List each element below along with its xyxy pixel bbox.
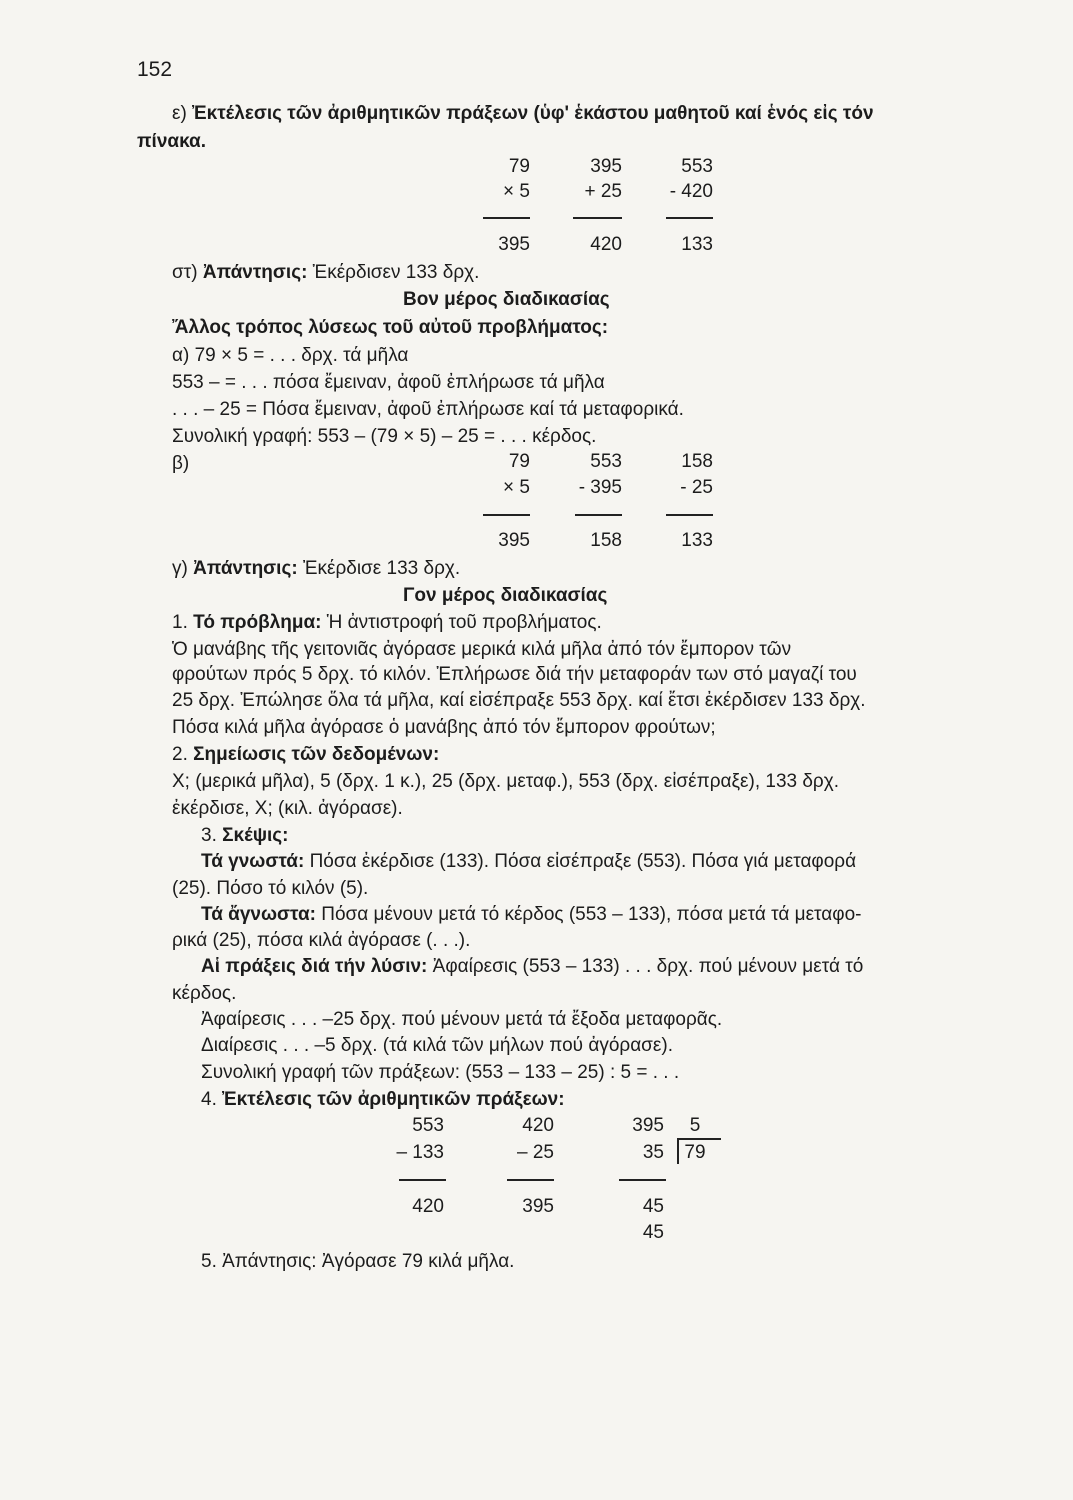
- ops2-r2-c1: × 5: [503, 477, 530, 498]
- section-g-text: Ἐκέρδισε 133 δρχ.: [297, 558, 461, 579]
- exec-result-3: 45: [642, 1196, 664, 1217]
- exec-r2-c3: 35: [642, 1142, 664, 1163]
- exec-rule-2: [507, 1179, 554, 1181]
- section-g-bold: Ἀπάντησις:: [193, 558, 298, 579]
- problem-num: 1.: [172, 612, 194, 633]
- problem-line-1: Ὁ μανάβης τῆς γειτονιᾶς ἀγόρασε μερικά κιλά μῆλα ἀπό τόν ἔμπορον τῶν: [172, 639, 792, 660]
- exec-rule-1: [399, 1179, 446, 1181]
- ops2-result-2: 158: [590, 530, 622, 551]
- problem-text: Ἡ ἀντιστροφή τοῦ προβλήματος.: [321, 612, 602, 633]
- ops-bold: Αἱ πράξεις διά τήν λύσιν:: [201, 956, 428, 977]
- section-e-label: ε): [172, 103, 193, 124]
- exec-r2-c1: – 133: [396, 1142, 444, 1163]
- ops2-r1-c3: 158: [681, 451, 713, 472]
- ops2-rule-2: [575, 514, 622, 516]
- ops2-rule-1: [483, 514, 530, 516]
- ops2-r2-c3: - 25: [680, 477, 713, 498]
- unknown-text: Πόσα μένουν μετά τό κέρδος (553 – 133), πόσα μετά τά μεταφο-: [315, 904, 862, 925]
- ops1-result-1: 395: [498, 234, 530, 255]
- exec-num: 4.: [201, 1089, 223, 1110]
- data-line-2: ἐκέρδισε, Χ; (κιλ. ἀγόρασε).: [172, 798, 403, 819]
- section-st-bold: Ἀπάντησις:: [202, 262, 308, 283]
- exec-result-1: 420: [412, 1196, 444, 1217]
- line-total: Συνολική γραφή τῶν πράξεων: (553 – 133 – 25) : 5 = . . .: [201, 1062, 680, 1083]
- known-cont: (25). Πόσο τό κιλόν (5).: [172, 878, 369, 899]
- thinking-heading: [201, 824, 289, 848]
- data-bold: Σημείωσις τῶν δεδομένων:: [193, 744, 440, 765]
- exec-bold: Ἐκτέλεσις τῶν ἀριθμητικῶν πράξεων:: [222, 1089, 565, 1110]
- line-subtraction: Ἀφαίρεσις . . . –25 δρχ. πού μένουν μετά τά ἔξοδα μεταφορᾶς.: [201, 1009, 723, 1030]
- ops2-r1-c1: 79: [508, 451, 530, 472]
- ops1-r2-c1: × 5: [503, 181, 530, 202]
- exec-rule-3: [619, 1179, 666, 1181]
- method-line-2: 553 – = . . . πόσα ἔμειναν, ἀφοῦ ἐπλήρωσε τά μῆλα: [172, 372, 605, 393]
- exec-r1-c2: 420: [522, 1115, 554, 1136]
- ops-text: Ἀφαίρεσις (553 – 133) . . . δρχ. πού μένουν μετά τό: [427, 956, 864, 977]
- section-e-heading: [172, 102, 874, 126]
- ops1-r1-c1: 79: [508, 156, 530, 177]
- ops2-r1-c2: 553: [590, 451, 622, 472]
- ops-line: [201, 955, 863, 979]
- section-st-answer: [172, 261, 479, 285]
- problem-bold: Τό πρόβλημα:: [193, 612, 322, 633]
- exec-result-2: 395: [522, 1196, 554, 1217]
- section-g-answer: [172, 557, 460, 581]
- ops-cont: κέρδος.: [172, 983, 237, 1004]
- section-st-text: Ἐκέρδισεν 133 δρχ.: [307, 262, 480, 283]
- exec-heading: [201, 1088, 565, 1112]
- data-heading: [172, 743, 439, 767]
- ops2-rule-3: [666, 514, 713, 516]
- known-bold: Τά γνωστά:: [201, 851, 305, 872]
- ops1-result-2: 420: [590, 234, 622, 255]
- known-line: [201, 850, 856, 874]
- section-st-label: στ): [172, 262, 203, 283]
- unknown-bold: Τά ἄγνωστα:: [201, 904, 316, 925]
- section-e-title: Ἐκτέλεσις τῶν ἀριθμητικῶν πράξεων (ὑφ' ἑκάστου μαθητοῦ καί ἑνός εἰς τόν: [192, 103, 874, 124]
- other-method-heading: Ἄλλος τρόπος λύσεως τοῦ αὐτοῦ προβλήματος:: [172, 317, 609, 338]
- exec-extra: 45: [642, 1222, 664, 1243]
- part-c-heading: Γον μέρος διαδικασίας: [403, 585, 608, 606]
- ops2-result-3: 133: [681, 530, 713, 551]
- page-number: 152: [137, 58, 173, 81]
- final-answer: 5. Ἀπάντησις: Ἀγόρασε 79 κιλά μῆλα.: [201, 1251, 515, 1272]
- exec-r2-c2: – 25: [517, 1142, 554, 1163]
- ops2-label: β): [172, 453, 190, 474]
- ops1-result-3: 133: [681, 234, 713, 255]
- line-division: Διαίρεσις . . . –5 δρχ. (τά κιλά τῶν μήλων πού ἀγόρασε).: [201, 1035, 673, 1056]
- problem-line-4: Πόσα κιλά μῆλα ἀγόρασε ὁ μανάβης ἀπό τόν ἔμπορον φρούτων;: [172, 717, 716, 738]
- problem-heading: [172, 611, 602, 635]
- known-text: Πόσα ἐκέρδισε (133). Πόσα εἰσέπραξε (553). Πόσα γιά μεταφορά: [304, 851, 857, 872]
- exec-r1-c1: 553: [412, 1115, 444, 1136]
- section-g-label: γ): [172, 558, 194, 579]
- part-b-heading: Βον μέρος διαδικασίας: [403, 289, 610, 310]
- ops1-rule-1: [483, 217, 530, 219]
- division-bar: [677, 1138, 721, 1140]
- division-divisor: 5: [689, 1115, 701, 1136]
- ops1-r1-c2: 395: [590, 156, 622, 177]
- method-line-1: α) 79 × 5 = . . . δρχ. τά μῆλα: [172, 345, 409, 366]
- method-line-4: Συνολική γραφή: 553 – (79 × 5) – 25 = . . . κέρδος.: [172, 426, 597, 447]
- ops1-rule-3: [666, 217, 713, 219]
- ops1-r2-c3: - 420: [669, 181, 713, 202]
- problem-line-2: φρούτων πρός 5 δρχ. τό κιλόν. Ἐπλήρωσε διά τήν μεταφοράν των στό μαγαζί του: [172, 664, 857, 685]
- unknown-line: [201, 903, 862, 927]
- ops2-r2-c2: - 395: [578, 477, 622, 498]
- exec-r1-c3: 395: [632, 1115, 664, 1136]
- problem-line-3: 25 δρχ. Ἐπώλησε ὅλα τά μῆλα, καί εἰσέπραξε 553 δρχ. καί ἔτσι ἐκέρδισεν 133 δρχ.: [172, 690, 866, 711]
- data-line-1: Χ; (μερικά μῆλα), 5 (δρχ. 1 κ.), 25 (δρχ. μεταφ.), 553 (δρχ. εἰσέπραξε), 133 δρχ.: [172, 771, 839, 792]
- ops1-r1-c3: 553: [681, 156, 713, 177]
- ops1-rule-2: [573, 217, 622, 219]
- division-quotient: 79: [684, 1142, 706, 1163]
- thinking-num: 3.: [201, 825, 223, 846]
- ops2-result-1: 395: [498, 530, 530, 551]
- ops1-r2-c2: + 25: [584, 181, 622, 202]
- data-num: 2.: [172, 744, 194, 765]
- thinking-bold: Σκέψις:: [222, 825, 289, 846]
- section-e-title-cont: πίνακα.: [137, 131, 206, 152]
- unknown-cont: ρικά (25), πόσα κιλά ἀγόρασε (. . .).: [172, 930, 471, 951]
- method-line-3: . . . – 25 = Πόσα ἔμειναν, ἀφοῦ ἐπλήρωσε καί τά μεταφορικά.: [172, 399, 684, 420]
